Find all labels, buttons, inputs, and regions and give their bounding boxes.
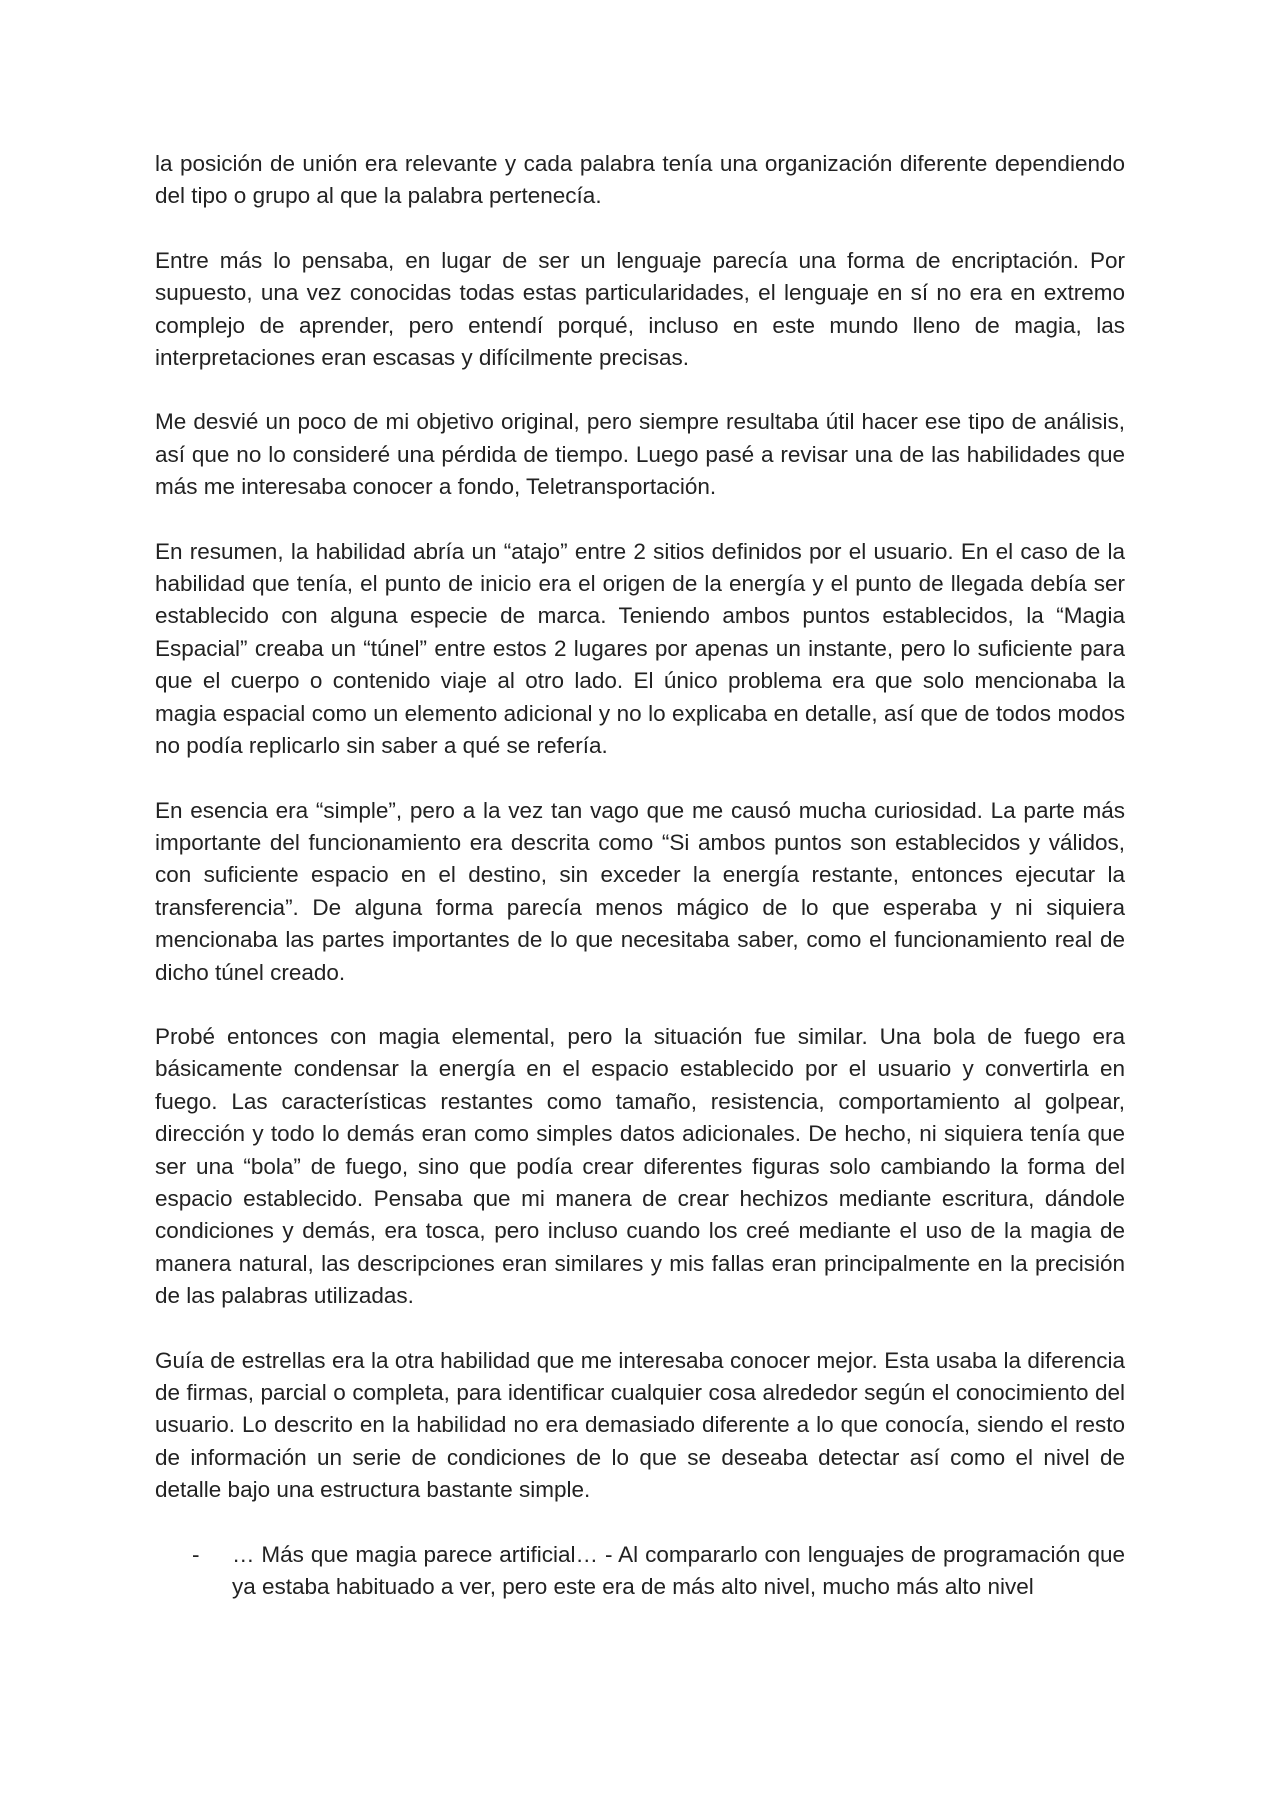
paragraph-5: En esencia era “simple”, pero a la vez tan vago que me causó mucha curiosidad. La parte más importante del funcionamiento era descrita como “Si ambos puntos son establecidos y válidos, con suficiente espacio en el destino, sin exceder la energía restante, entonces ejecutar la transferencia”. De alguna forma parecía menos mágico de lo que esperaba y ni siquiera mencionaba las partes importantes de lo que necesitaba saber, como el funcionamiento real de dicho túnel creado.	[155, 797, 1125, 985]
paragraph-1: la posición de unión era relevante y cada palabra tenía una organización diferente dependiendo del tipo o grupo al que la palabra pertenecía.	[155, 151, 1125, 209]
paragraph-7: Guía de estrellas era la otra habilidad que me interesaba conocer mejor. Esta usaba la diferencia de firmas, parcial o completa, para identificar cualquier cosa alrededor según el conocimiento del usuario. Lo descrito en la habilidad no era demasiado diferente a lo que conocía, siendo el resto de información un serie de condiciones de lo que se deseaba detectar así como el nivel de detalle bajo una estructura bastante simple.	[155, 1347, 1125, 1503]
document-body	[155, 148, 1125, 1603]
bullet-text: … Más que magia parece artificial… - Al compararlo con lenguajes de programación que ya estaba habituado a ver, pero este era de más alto nivel, mucho más alto nivel	[232, 1541, 1125, 1600]
paragraph-6: Probé entonces con magia elemental, pero la situación fue similar. Una bola de fuego era básicamente condensar la energía en el espacio establecido por el usuario y convertirla en fuego. Las características restantes como tamaño, resistencia, comportamiento al golpear, dirección y todo lo demás eran como simples datos adicionales. De hecho, ni siquiera tenía que ser una “bola” de fuego, sino que podía crear diferentes figuras solo cambiando la forma del espacio establecido. Pensaba que mi manera de crear hechizos mediante escritura, dándole condiciones y demás, era tosca, pero incluso cuando los creé mediante el uso de la magia de manera natural, las descripciones eran similares y mis fallas eran principalmente en la precisión de las palabras utilizadas.	[155, 1023, 1125, 1309]
bullet-item	[155, 1539, 1125, 1604]
paragraph-3: Me desvié un poco de mi objetivo original, pero siempre resultaba útil hacer ese tipo de análisis, así que no lo consideré una pérdida de tiempo. Luego pasé a revisar una de las habilidades que más me interesaba conocer a fondo, Teletransportación.	[155, 409, 1125, 500]
paragraph-2: Entre más lo pensaba, en lugar de ser un lenguaje parecía una forma de encriptación. Por supuesto, una vez conocidas todas estas particularidades, el lenguaje en sí no era en extremo complejo de aprender, pero entendí porqué, incluso en este mundo lleno de magia, las interpretaciones eran escasas y difícilmente precisas.	[155, 247, 1125, 371]
paragraph-4: En resumen, la habilidad abría un “atajo” entre 2 sitios definidos por el usuario. En el caso de la habilidad que tenía, el punto de inicio era el origen de la energía y el punto de llegada debía ser establecido con alguna especie de marca. Teniendo ambos puntos establecidos, la “Magia Espacial” creaba un “túnel” entre estos 2 lugares por apenas un instante, pero lo suficiente para que el cuerpo o contenido viaje al otro lado. El único problema era que solo mencionaba la magia espacial como un elemento adicional y no lo explicaba en detalle, así que de todos modos no podía replicarlo sin saber a qué se refería.	[155, 538, 1125, 759]
bullet-marker: -	[192, 1541, 200, 1567]
